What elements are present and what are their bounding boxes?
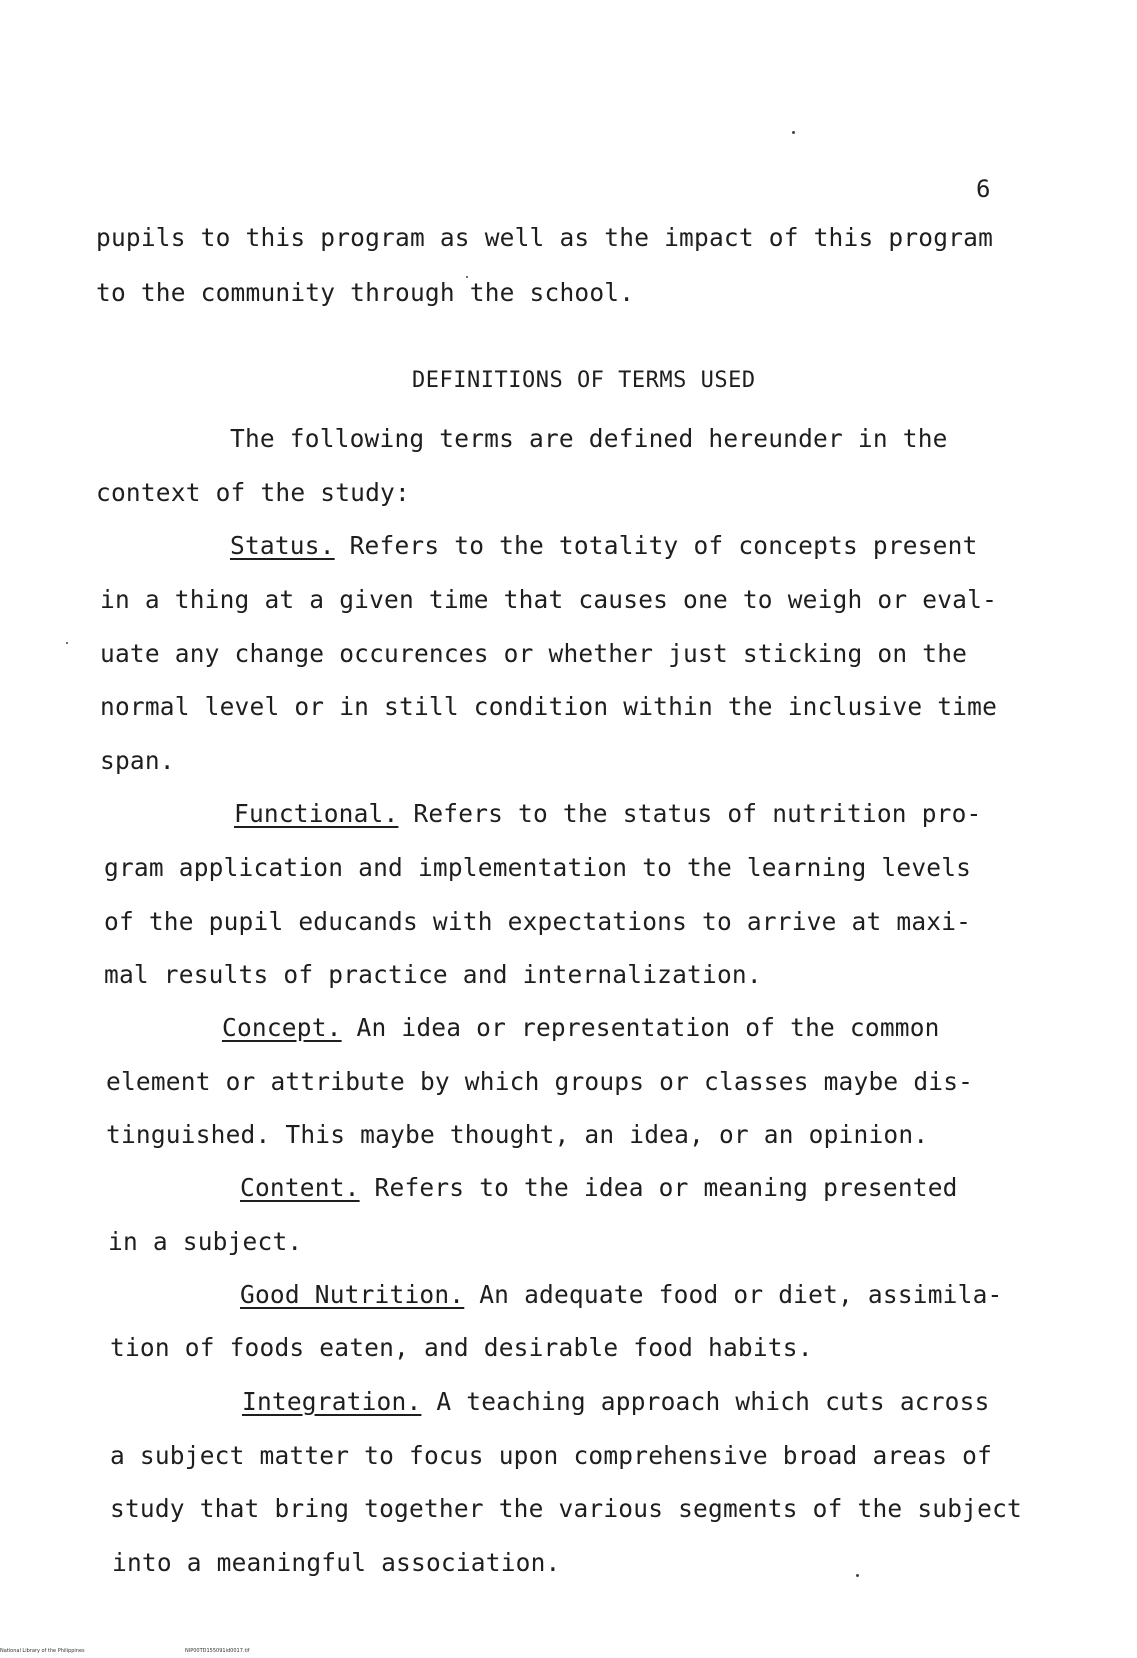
scan-speck bbox=[66, 642, 68, 644]
body-line: pupils to this program as well as the impact of this program bbox=[96, 223, 994, 252]
body-line: in a thing at a given time that causes one to weigh or eval- bbox=[100, 585, 998, 614]
body-line: gram application and implementation to the learning levels bbox=[104, 853, 972, 882]
body-line: in a subject. bbox=[108, 1227, 303, 1256]
scan-speck bbox=[856, 1574, 859, 1577]
definition-status bbox=[230, 531, 978, 561]
body-line: mal results of practice and internalization. bbox=[104, 960, 762, 989]
body-line: of the pupil educands with expectations to arrive at maxi- bbox=[104, 907, 972, 936]
footer-file-id: NIP00TD155091id0017.tif bbox=[185, 1648, 250, 1654]
body-line: element or attribute by which groups or classes maybe dis- bbox=[106, 1067, 974, 1096]
footer-library-credit: National Library of the Philippines bbox=[0, 1648, 85, 1654]
definition-text: An adequate food or diet, assimila- bbox=[464, 1280, 1003, 1309]
body-line: normal level or in still condition within the inclusive time bbox=[100, 692, 998, 721]
term-good-nutrition: Good Nutrition. bbox=[240, 1280, 465, 1309]
definition-functional bbox=[234, 799, 982, 829]
term-concept: Concept. bbox=[222, 1013, 342, 1042]
term-content: Content. bbox=[240, 1173, 360, 1202]
definition-text: An idea or representation of the common bbox=[341, 1013, 940, 1042]
definition-good-nutrition bbox=[240, 1280, 1002, 1310]
scan-speck bbox=[466, 276, 468, 278]
body-line: a subject matter to focus upon comprehensive broad areas of bbox=[110, 1441, 993, 1470]
definition-text: A teaching approach which cuts across bbox=[421, 1387, 990, 1416]
section-heading: DEFINITIONS OF TERMS USED bbox=[412, 368, 756, 393]
definition-text: Refers to the totality of concepts present bbox=[334, 531, 978, 560]
definition-integration bbox=[242, 1387, 990, 1417]
body-line: tinguished. This maybe thought, an idea, or an opinion. bbox=[106, 1120, 929, 1149]
scan-speck bbox=[792, 131, 795, 134]
definition-text: Refers to the idea or meaning presented bbox=[359, 1173, 958, 1202]
definition-concept bbox=[222, 1013, 940, 1043]
body-line: study that bring together the various segments of the subject bbox=[110, 1494, 1022, 1523]
term-functional: Functional. bbox=[234, 799, 399, 828]
body-line: uate any change occurences or whether just sticking on the bbox=[100, 639, 968, 668]
body-line: The following terms are defined hereunder in the bbox=[230, 424, 948, 453]
body-line: span. bbox=[100, 746, 175, 775]
body-line: tion of foods eaten, and desirable food habits. bbox=[110, 1333, 813, 1362]
term-status: Status. bbox=[230, 531, 335, 560]
body-line: to the community through the school. bbox=[96, 278, 635, 307]
body-line: into a meaningful association. bbox=[112, 1548, 561, 1577]
body-line: context of the study: bbox=[96, 478, 410, 507]
definition-text: Refers to the status of nutrition pro- bbox=[398, 799, 982, 828]
definition-content bbox=[240, 1173, 958, 1203]
page-number: 6 bbox=[976, 175, 991, 203]
term-integration: Integration. bbox=[242, 1387, 422, 1416]
